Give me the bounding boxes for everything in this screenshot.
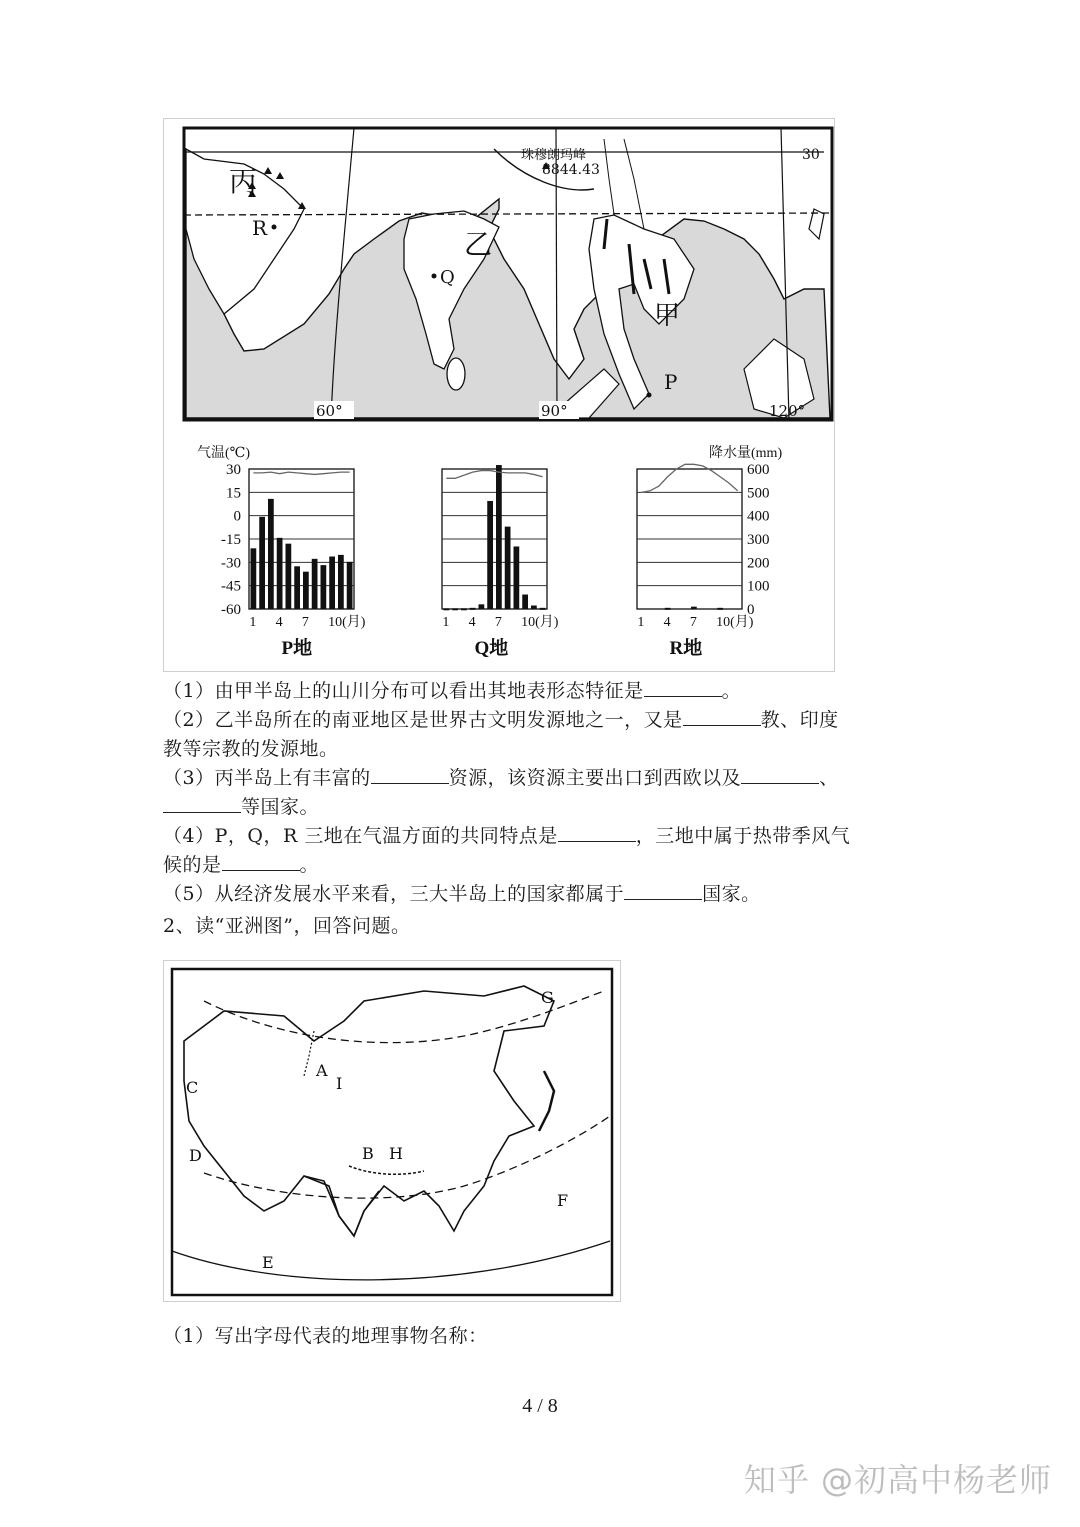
page-number: 4 / 8	[522, 1395, 558, 1417]
month-tick: 7	[301, 615, 309, 630]
point-p-dot	[647, 393, 652, 398]
question-text: 国家。	[702, 883, 761, 905]
precip-bar-12	[347, 562, 353, 609]
precip-bar-1	[444, 608, 450, 610]
precip-tick: 600	[747, 462, 770, 478]
precip-bar-12	[540, 608, 546, 610]
precip-bar-11	[531, 606, 537, 610]
month-tick: 1	[249, 615, 257, 630]
point-q-dot	[432, 274, 437, 279]
question-text: ，三地中属于热带季风气	[635, 825, 851, 847]
question-line-q1-2b	[163, 735, 339, 763]
month-tick: 4	[663, 615, 671, 630]
precip-bar-9	[514, 546, 520, 609]
climate-charts	[164, 439, 834, 671]
precip-bar-3	[461, 608, 467, 610]
month-tick: 1	[442, 615, 450, 630]
question-text: 教、印度	[760, 709, 839, 731]
precip-tick: 500	[747, 485, 770, 502]
precip-bar-11	[338, 555, 344, 609]
label-jia: 甲	[654, 301, 681, 331]
question-text: 教等宗教的发源地。	[163, 738, 339, 760]
question-line-q1-4a	[163, 822, 850, 850]
precip-bar-8	[312, 559, 318, 609]
answer-blank[interactable]	[741, 765, 819, 784]
precip-tick: 400	[747, 508, 770, 525]
question-text: （4）P，Q，R 三地在气温方面的共同特点是	[163, 825, 558, 847]
precip-axis-label: 降水量(mm)	[709, 446, 783, 461]
label-q: Q	[440, 267, 455, 288]
chart-title: P地	[281, 638, 313, 659]
answer-blank[interactable]	[624, 881, 702, 900]
label-yi: 乙	[464, 228, 493, 261]
question-text: （3）丙半岛上有丰富的	[163, 767, 371, 789]
label-d: D	[189, 1146, 202, 1165]
temp-tick: 30	[226, 462, 241, 478]
month-tick: 10(月)	[521, 615, 559, 630]
precip-bar-7	[691, 607, 697, 609]
temp-tick: 0	[233, 508, 241, 525]
precip-bar-1	[251, 548, 257, 609]
point-r-dot	[272, 225, 277, 230]
label-bing: 丙	[229, 165, 258, 198]
precip-bar-5	[479, 604, 485, 609]
south-asia-map	[164, 119, 834, 439]
question-text: （2）乙半岛所在的南亚地区是世界古文明发源地之一，又是	[163, 709, 683, 731]
label-everest-height: 8844.43	[542, 162, 600, 178]
precip-bar-7	[303, 572, 309, 609]
label-g: G	[541, 988, 554, 1007]
month-tick: 7	[494, 615, 502, 630]
answer-blank[interactable]	[558, 823, 636, 842]
month-tick: 4	[275, 615, 283, 630]
precip-bar-10	[522, 595, 528, 609]
label-a: A	[316, 1061, 328, 1080]
precip-bar-10	[717, 608, 723, 610]
answer-blank[interactable]	[683, 707, 761, 726]
precip-tick: 0	[747, 602, 755, 618]
question-text: 。	[299, 854, 320, 876]
question-text: 候的是	[163, 854, 222, 876]
question-line-q1-1	[163, 677, 741, 705]
precip-bar-2	[452, 608, 458, 610]
question-line-q1-5	[163, 880, 761, 908]
label-lon-60: 60°	[316, 402, 343, 420]
question-text: （5）从经济发展水平来看，三大半岛上的国家都属于	[163, 883, 625, 905]
precip-bar-6	[487, 501, 493, 609]
label-p: P	[664, 370, 678, 394]
label-lon-120: 120°	[769, 402, 806, 420]
label-h: H	[389, 1144, 403, 1163]
label-f: F	[557, 1191, 569, 1210]
precip-tick: 200	[747, 555, 770, 572]
month-tick: 1	[637, 615, 645, 630]
question-line-q1-2a	[163, 706, 839, 734]
answer-blank[interactable]	[222, 852, 300, 871]
label-b: B	[362, 1144, 374, 1163]
label-everest-name: 珠穆朗玛峰	[521, 148, 587, 163]
answer-blank[interactable]	[371, 765, 449, 784]
month-tick: 10(月)	[328, 615, 366, 630]
figure-2-frame	[163, 960, 621, 1302]
temp-tick: -45	[221, 578, 241, 595]
question-text: 资源，该资源主要出口到西欧以及	[448, 767, 742, 789]
label-c: C	[186, 1078, 199, 1097]
question-2-sub-1: （1）写出字母代表的地理事物名称：	[163, 1325, 488, 1347]
precip-bar-3	[268, 499, 274, 609]
question-line-q1-4b	[163, 851, 319, 879]
sri-lanka	[447, 358, 465, 390]
temp-tick: -30	[221, 555, 241, 572]
question-line-q1-3b	[163, 793, 319, 821]
temp-tick: -15	[221, 532, 241, 548]
precip-bar-6	[294, 566, 300, 609]
month-tick: 7	[689, 615, 697, 630]
precip-bar-5	[286, 544, 292, 609]
month-tick: 4	[468, 615, 476, 630]
question-text: （1）由甲半岛上的山川分布可以看出其地表形态特征是	[163, 680, 644, 702]
precip-bar-10	[329, 557, 335, 610]
precip-tick: 100	[747, 578, 770, 595]
chart-title: Q地	[474, 638, 509, 659]
precip-bar-9	[321, 565, 327, 609]
watermark: 知乎 @初高中杨老师	[743, 1461, 1052, 1499]
question-text: 、	[819, 767, 839, 789]
precip-tick: 300	[747, 532, 770, 548]
label-r: R	[252, 216, 268, 240]
precip-bar-2	[259, 517, 265, 609]
figure-1-frame	[163, 118, 835, 672]
answer-blank[interactable]	[163, 794, 241, 813]
precip-bar-8	[505, 527, 511, 609]
label-lat-30: 30	[802, 147, 820, 163]
precip-bar-4	[665, 608, 671, 610]
answer-blank[interactable]	[644, 678, 722, 697]
label-i: I	[336, 1074, 343, 1093]
chart-title: R地	[669, 638, 703, 659]
asia-map	[164, 961, 620, 1301]
question-text: 。	[721, 680, 742, 702]
precip-bar-4	[470, 608, 476, 610]
label-e: E	[262, 1253, 274, 1272]
temp-axis-label: 气温(℃)	[197, 446, 250, 461]
precip-bar-7	[496, 465, 502, 609]
temp-tick: 15	[226, 485, 241, 502]
precip-bar-4	[277, 538, 283, 609]
question-2-heading: 2、读“亚洲图”，回答问题。	[163, 915, 411, 937]
question-text: 等国家。	[241, 796, 320, 818]
question-line-q1-3a	[163, 764, 839, 792]
temp-tick: -60	[221, 602, 241, 618]
month-tick: 10(月)	[716, 615, 754, 630]
label-lon-90: 90°	[541, 402, 568, 420]
